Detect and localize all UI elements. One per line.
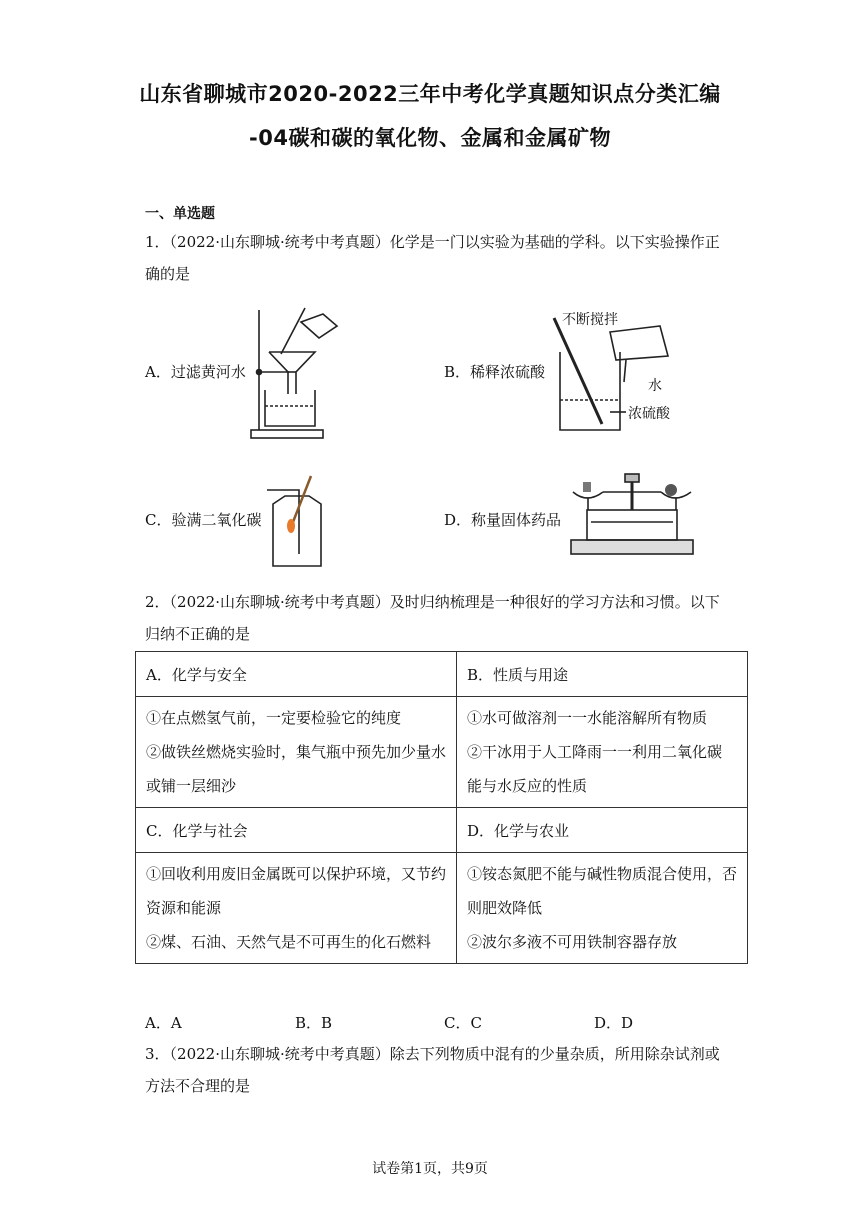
table-cell-d [457, 853, 748, 964]
answer-choice-c: C．C [444, 1014, 482, 1032]
answer-choice-b: B．B [295, 1014, 333, 1032]
cell-b-line-1: ①水可做溶剂一一水能溶解所有物质 [467, 709, 708, 727]
question-2-line-2: 归纳不正确的是 [145, 625, 251, 643]
cell-c-line-2: 资源和能源 [146, 899, 222, 917]
table-head-b: B．性质与用途 [457, 652, 748, 697]
table-head-d: D．化学与农业 [457, 808, 748, 853]
table-head-a: A．化学与安全 [136, 652, 457, 697]
table-cell-a [136, 697, 457, 808]
option-b-label: B．稀释浓硫酸 [444, 363, 546, 381]
cell-a-line-2: ②做铁丝燃烧实验时，集气瓶中预先加少量水 [146, 743, 447, 761]
option-d-label: D．称量固体药品 [444, 511, 562, 529]
cell-c-line-3: ②煤、石油、天然气是不可再生的化石燃料 [146, 933, 432, 951]
cell-c-line-1: ①回收利用废旧金属既可以保护环境，又节约 [146, 865, 447, 883]
water-label: 水 [648, 378, 662, 394]
stir-label: 不断搅拌 [562, 312, 618, 328]
table-cell-b [457, 697, 748, 808]
co2-check-figure [265, 474, 325, 570]
question-3-line-2: 方法不合理的是 [145, 1077, 251, 1095]
page-footer: 试卷第1页，共9页 [372, 1161, 488, 1177]
cell-d-line-1: ①铵态氮肥不能与碱性物质混合使用，否 [467, 865, 738, 883]
answer-choice-d: D．D [594, 1014, 634, 1032]
question-3-line-1: 3．（2022·山东聊城·统考中考真题）除去下列物质中混有的少量杂质，所用除杂试剂或 [145, 1045, 720, 1063]
table-cell-c [136, 853, 457, 964]
answer-choice-a: A．A [145, 1014, 182, 1032]
acid-label: 浓硫酸 [628, 406, 670, 422]
question-1-line-2: 确的是 [145, 265, 191, 283]
table-head-c: C．化学与社会 [136, 808, 457, 853]
cell-a-line-1: ①在点燃氢气前，一定要检验它的纯度 [146, 709, 402, 727]
cell-d-line-3: ②波尔多液不可用铁制容器存放 [467, 933, 678, 951]
cell-b-line-3: 能与水反应的性质 [467, 777, 588, 795]
cell-b-line-2: ②干冰用于人工降雨一一利用二氧化碳 [467, 743, 723, 761]
title-line-1: 山东省聊城市2020-2022三年中考化学真题知识点分类汇编 [139, 82, 721, 106]
cell-d-line-2: 则肥效降低 [467, 899, 543, 917]
summary-table [135, 651, 748, 964]
cell-a-line-3: 或铺一层细沙 [146, 777, 237, 795]
dilution-figure [540, 312, 700, 437]
balance-figure [567, 470, 697, 560]
option-a-label: A．过滤黄河水 [145, 363, 246, 381]
question-2-line-1: 2．（2022·山东聊城·统考中考真题）及时归纳梳理是一种很好的学习方法和习惯。以下 [145, 593, 720, 611]
section-heading: 一、单选题 [145, 206, 215, 222]
filtration-apparatus-figure [245, 302, 345, 442]
question-1-line-1: 1．（2022·山东聊城·统考中考真题）化学是一门以实验为基础的学科。以下实验操作正 [145, 233, 720, 251]
title-line-2: -04碳和碳的氧化物、金属和金属矿物 [249, 126, 611, 150]
option-c-label: C．验满二氧化碳 [145, 511, 262, 529]
